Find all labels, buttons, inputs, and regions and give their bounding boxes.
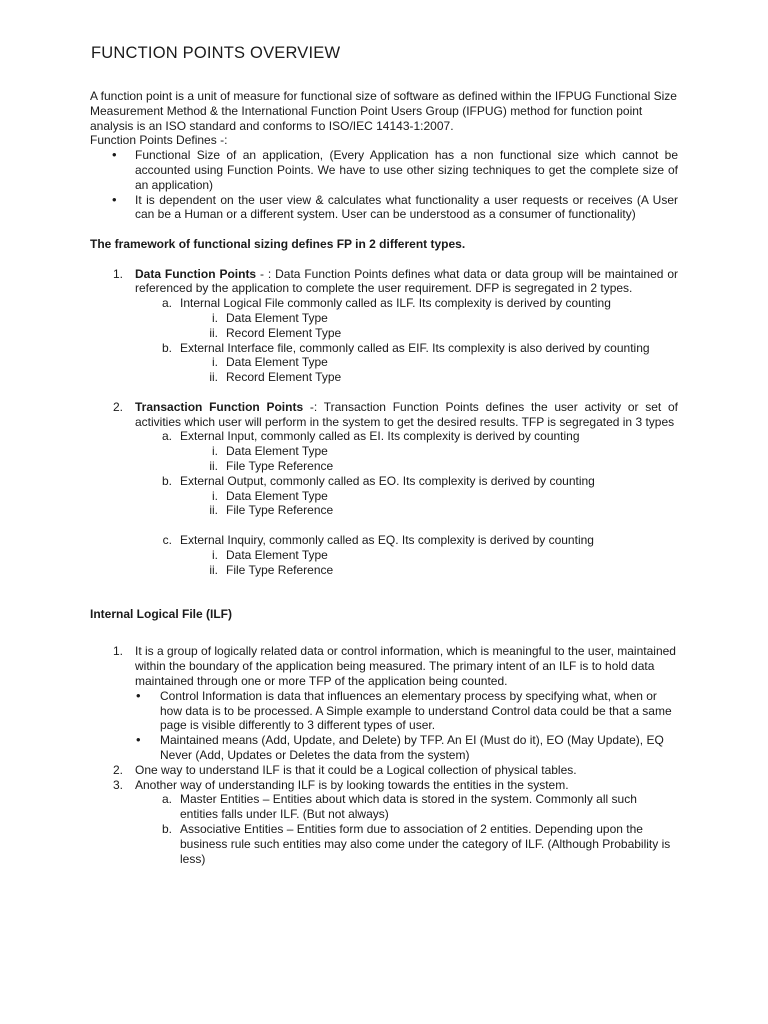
- list-item: [90, 474, 678, 489]
- item-text: File Type Reference: [226, 562, 334, 577]
- list-number: 3.: [112, 777, 123, 792]
- bullet-text: Functional Size of an application, (Every Application has a non functional size which cannot be accounted using Function Points. We have to use other sizing techniques to get the complete size of an application): [135, 148, 678, 192]
- list-item: [90, 400, 678, 430]
- list-item: [90, 822, 678, 866]
- sub-text: External Inquiry, commonly called as EQ. Its complexity is derived by counting: [180, 532, 594, 547]
- list-letter: a.: [161, 296, 172, 311]
- item-text: File Type Reference: [226, 458, 334, 473]
- list-letter: b.: [161, 473, 172, 488]
- list-item: [90, 489, 678, 504]
- item-text: File Type Reference: [226, 503, 334, 518]
- item-text: Record Element Type: [226, 370, 342, 385]
- list-item: [90, 370, 678, 385]
- list-roman: ii.: [209, 562, 218, 577]
- list-roman: ii.: [209, 503, 218, 518]
- list-item: [90, 311, 678, 326]
- list-item: [90, 267, 678, 297]
- framework-heading: The framework of functional sizing defines FP in 2 different types.: [90, 236, 466, 251]
- list-letter: c.: [162, 532, 172, 547]
- type-term: Data Function Points: [135, 266, 257, 281]
- list-roman: ii.: [209, 370, 218, 385]
- item-text: Data Element Type: [226, 444, 328, 459]
- sub-text: Internal Logical File commonly called as ILF. Its complexity is derived by counting: [180, 296, 611, 311]
- list-item: [90, 733, 678, 763]
- list-roman: i.: [212, 444, 218, 459]
- list-item: [90, 548, 678, 563]
- type-term: Transaction Function Points: [135, 399, 304, 414]
- list-item: [90, 563, 678, 578]
- list-item: [90, 341, 678, 356]
- list-item: [90, 763, 678, 778]
- bullet-marker: •: [112, 147, 117, 163]
- item-text: Data Element Type: [226, 355, 328, 370]
- list-roman: ii.: [209, 325, 218, 340]
- list-item: [90, 792, 678, 822]
- list-item: [90, 689, 678, 733]
- list-item: [90, 778, 678, 793]
- list-item: [90, 326, 678, 341]
- bullet-marker: •: [112, 191, 117, 207]
- ilf-text: It is a group of logically related data or control information, which is meaningful to the user, maintained within the boundary of the application being measured. The primary intent of an ILF is to hold data maintained through one or more TFP of the application being counted.: [135, 644, 676, 689]
- bullet-text: Maintained means (Add, Update, and Delete) by TFP. An EI (Must do it), EO (May Update), EQ Never (Add, Updates or Deletes the data from the system): [160, 733, 664, 763]
- type-text: -: Transaction Function Points defines the user activity or set of activities which user will perform in the system to get the desired results. TFP is segregated in 3 types: [135, 399, 678, 429]
- list-letter: b.: [161, 340, 172, 355]
- list-roman: ii.: [209, 458, 218, 473]
- list-roman: i.: [212, 310, 218, 325]
- list-item: [90, 459, 678, 474]
- list-item: [90, 503, 678, 518]
- bullet-text: It is dependent on the user view & calculates what functionality a user requests or receives (A User can be a Human or a different system. User can be understood as a consumer of functionality): [135, 192, 678, 222]
- item-text: Record Element Type: [226, 325, 342, 340]
- list-number: 2.: [112, 399, 123, 414]
- item-text: Data Element Type: [226, 547, 328, 562]
- list-item: [90, 148, 678, 192]
- list-number: 1.: [112, 644, 123, 659]
- sub-text: External Interface file, commonly called as EIF. Its complexity is also derived by counting: [180, 340, 650, 355]
- type-text: - : Data Function Points defines what data or data group will be maintained or referenced by the application to complete the user requirement. DFP is segregated in 2 types.: [135, 266, 678, 296]
- ilf-text: One way to understand ILF is that it could be a Logical collection of physical tables.: [135, 762, 577, 777]
- sub-text: Associative Entities – Entities form due to association of 2 entities. Depending upon the business rule such entities may also come under the category of ILF. (Although Probability is less): [180, 822, 671, 866]
- list-roman: i.: [212, 547, 218, 562]
- list-roman: i.: [212, 355, 218, 370]
- list-item: [90, 355, 678, 370]
- ilf-text: Another way of understanding ILF is by looking towards the entities in the system.: [135, 777, 569, 792]
- list-number: 2.: [112, 762, 123, 777]
- list-item: [90, 296, 678, 311]
- list-item: [90, 444, 678, 459]
- list-letter: a.: [161, 792, 172, 807]
- defines-label: Function Points Defines -:: [90, 133, 228, 148]
- intro-paragraph: A function point is a unit of measure for functional size of software as defined within the IFPUG Functional Size Measurement Method & the International Function Point Users Group (IFPUG) method for function point analysis is an ISO standard and conforms to ISO/IEC 14143-1:2007.: [90, 89, 677, 133]
- bullet-marker: •: [136, 687, 141, 703]
- list-letter: b.: [161, 822, 172, 837]
- list-item: [90, 193, 678, 223]
- sub-text: External Input, commonly called as EI. Its complexity is derived by counting: [180, 429, 580, 444]
- list-letter: a.: [161, 429, 172, 444]
- list-roman: i.: [212, 488, 218, 503]
- bullet-marker: •: [136, 732, 141, 748]
- sub-text: External Output, commonly called as EO. Its complexity is derived by counting: [180, 473, 595, 488]
- ilf-heading: Internal Logical File (ILF): [90, 606, 233, 621]
- list-item: [90, 429, 678, 444]
- sub-text: Master Entities – Entities about which data is stored in the system. Commonly all such entities falls under ILF. (But not always): [180, 792, 637, 822]
- page-title: FUNCTION POINTS OVERVIEW: [91, 44, 341, 62]
- list-number: 1.: [112, 266, 123, 281]
- list-item: [90, 644, 678, 688]
- list-item: [90, 533, 678, 548]
- bullet-text: Control Information is data that influences an elementary process by specifying what, when or how data is to be processed. A Simple example to understand Control data could be that a same page is visible differently to 3 different types of user.: [160, 688, 672, 733]
- item-text: Data Element Type: [226, 488, 328, 503]
- item-text: Data Element Type: [226, 310, 328, 325]
